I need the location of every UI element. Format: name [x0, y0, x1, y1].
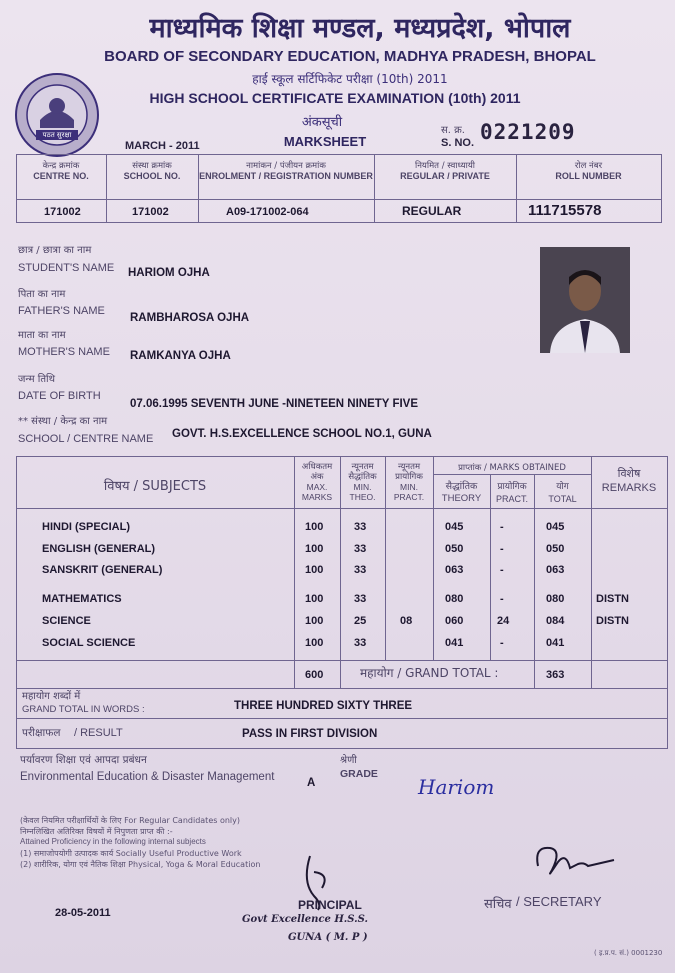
- sno-label-hindi: स. क्र.: [441, 125, 465, 136]
- board-logo: [14, 72, 100, 158]
- max-marks-header: अधिकतम अंक MAX. MARKS: [301, 462, 333, 502]
- grand-max-marks: 600: [305, 669, 324, 681]
- student-name: HARIOM OJHA: [128, 267, 210, 279]
- secretary-signature: [528, 836, 618, 886]
- total-marks: 041: [546, 637, 565, 649]
- min-pract: 08: [400, 615, 413, 627]
- min-theo: 33: [354, 543, 367, 555]
- min-theo: 25: [354, 615, 367, 627]
- note-line: निम्नलिखित अतिरिक्त विषयों में निपुणता प्राप्त की :-: [20, 827, 173, 836]
- father-name: RAMBHAROSA OJHA: [130, 312, 250, 324]
- exam-title-hindi: हाई स्कूल सर्टिफिकेट परीक्षा (10th) 2011: [252, 72, 448, 86]
- min-theo: 33: [354, 637, 367, 649]
- max-marks: 100: [305, 615, 324, 627]
- regular-private-value: REGULAR: [402, 204, 462, 218]
- subject-name: SCIENCE: [42, 615, 91, 627]
- exam-title-english: HIGH SCHOOL CERTIFICATE EXAMINATION (10th) 2011: [149, 90, 521, 106]
- mother-name-label: MOTHER'S NAME: [18, 346, 110, 358]
- student-signature: Hariom: [418, 775, 495, 799]
- pract-header: प्रायोगिक PRACT.: [495, 482, 528, 504]
- centre-no-value: 171002: [44, 206, 81, 218]
- subject-name: HINDI (SPECIAL): [42, 521, 130, 533]
- sno-value: 0221209: [480, 120, 576, 144]
- student-name-label: STUDENT'S NAME: [18, 262, 115, 274]
- env-label: Environmental Education & Disaster Management: [20, 771, 275, 783]
- principal-school: Govt Excellence H.S.S.: [242, 914, 368, 925]
- subject-name: MATHEMATICS: [42, 593, 122, 605]
- pract-marks: -: [500, 521, 504, 533]
- max-marks: 100: [305, 593, 324, 605]
- note-line: (1) समाजोपयोगी उत्पादक कार्य Socially Useful Productive Work: [20, 849, 242, 858]
- father-name-label-hindi: पिता का नाम: [18, 289, 66, 300]
- subject-name: SOCIAL SCIENCE: [42, 637, 136, 649]
- dob-label-hindi: जन्म तिथि: [18, 374, 56, 385]
- grand-total-words-label: GRAND TOTAL IN WORDS :: [22, 704, 145, 715]
- session: MARCH - 2011: [125, 140, 200, 152]
- student-name-label-hindi: छात्र / छात्रा का नाम: [18, 245, 92, 256]
- theory-marks: 050: [445, 543, 464, 555]
- centre-no-header: केन्द्र क्रमांक CENTRE NO.: [33, 161, 89, 181]
- date-of-birth: 07.06.1995 SEVENTH JUNE -NINETEEN NINETY FIVE: [130, 398, 419, 410]
- grade-label-hindi: श्रेणी: [340, 755, 357, 766]
- school-no-header: संस्था क्रमांक SCHOOL NO.: [123, 161, 181, 181]
- board-title-hindi: माध्यमिक शिक्षा मण्डल, मध्यप्रदेश, भोपाल: [149, 13, 571, 44]
- roll-number-header: रोल नंबर ROLL NUMBER: [555, 161, 622, 181]
- total-marks: 063: [546, 564, 565, 576]
- theory-marks: 045: [445, 521, 464, 533]
- min-theo: 33: [354, 521, 367, 533]
- note-line: (केवल नियमित परीक्षार्थियों के लिए For Regular Candidates only): [20, 816, 240, 825]
- enrolment-header: नामांकन / पंजीयन क्रमांक ENROLMENT / REGISTRATION NUMBER: [199, 161, 373, 181]
- min-theo: 33: [354, 593, 367, 605]
- remarks: DISTN: [596, 593, 629, 605]
- father-name-label: FATHER'S NAME: [18, 305, 105, 317]
- pract-marks: 24: [497, 615, 510, 627]
- issue-date: 28-05-2011: [55, 907, 111, 919]
- pract-marks: -: [500, 564, 504, 576]
- grand-total-label: महायोग / GRAND TOTAL :: [360, 666, 499, 680]
- dob-label: DATE OF BIRTH: [18, 390, 101, 402]
- total-marks: 045: [546, 521, 565, 533]
- min-pract-header: न्यूनतम प्रायोगिक MIN. PRACT.: [393, 462, 425, 502]
- sno-label: S. NO.: [441, 137, 475, 149]
- pract-marks: -: [500, 543, 504, 555]
- total-marks: 084: [546, 615, 565, 627]
- env-label-hindi: पर्यावरण शिक्षा एवं आपदा प्रबंधन: [20, 754, 147, 766]
- subject-name: ENGLISH (GENERAL): [42, 543, 156, 555]
- mother-name-label-hindi: माता का नाम: [18, 330, 66, 341]
- grand-total-words-label-hindi: महायोग शब्दों में: [22, 691, 81, 702]
- mother-name: RAMKANYA OJHA: [130, 350, 231, 362]
- max-marks: 100: [305, 543, 324, 555]
- min-theo-header: न्यूनतम सैद्धांतिक MIN. THEO.: [348, 462, 377, 502]
- remarks-header: विशेष REMARKS: [601, 467, 657, 494]
- subject-name: SANSKRIT (GENERAL): [42, 564, 163, 576]
- school-name-label: SCHOOL / CENTRE NAME: [18, 433, 154, 445]
- theory-header: सैद्धांतिक THEORY: [441, 481, 482, 504]
- marksheet-title-hindi: अंकसूची: [301, 115, 343, 130]
- school-no-value: 171002: [132, 206, 169, 218]
- subjects-header: विषय / SUBJECTS: [103, 479, 207, 494]
- note-line: (2) शारीरिक, योगा एवं नैतिक शिक्षा Physical, Yoga & Moral Education: [20, 860, 261, 869]
- student-photo: [540, 247, 630, 353]
- document-code: ( इ.प्र.प. सं.) 0001230: [594, 949, 663, 957]
- total-marks: 050: [546, 543, 565, 555]
- school-name-label-hindi: ** संस्था / केन्द्र का नाम: [18, 416, 108, 427]
- principal-title: PRINCIPAL: [298, 898, 362, 912]
- max-marks: 100: [305, 521, 324, 533]
- principal-place: GUNA ( M. P ): [288, 932, 368, 943]
- grand-total-words: THREE HUNDRED SIXTY THREE: [234, 700, 413, 712]
- total-header: योग TOTAL: [548, 482, 577, 504]
- total-marks: 080: [546, 593, 565, 605]
- theory-marks: 060: [445, 615, 464, 627]
- enrolment-value: A09-171002-064: [226, 206, 309, 218]
- regular-private-header: नियमित / स्वाध्यायी REGULAR / PRIVATE: [400, 161, 490, 181]
- remarks: DISTN: [596, 615, 629, 627]
- secretary-title-hindi: सचिव: [484, 897, 512, 912]
- grade-label: GRADE: [340, 768, 378, 780]
- school-name: GOVT. H.S.EXCELLENCE SCHOOL NO.1, GUNA: [172, 428, 432, 440]
- max-marks: 100: [305, 564, 324, 576]
- result-value: PASS IN FIRST DIVISION: [242, 728, 378, 740]
- board-title-english: BOARD OF SECONDARY EDUCATION, MADHYA PRADESH, BHOPAL: [104, 48, 596, 65]
- theory-marks: 080: [445, 593, 464, 605]
- marksheet-title: MARKSHEET: [283, 134, 367, 149]
- secretary-title: / SECRETARY: [516, 894, 602, 909]
- roll-number-value: 111715578: [528, 202, 602, 219]
- note-line: Attained Proficiency in the following internal subjects: [20, 837, 206, 846]
- min-theo: 33: [354, 564, 367, 576]
- logo-text: पठत सुरक्षा: [42, 131, 72, 139]
- grand-total: 363: [546, 669, 565, 681]
- pract-marks: -: [500, 593, 504, 605]
- env-grade: A: [307, 777, 316, 789]
- theory-marks: 041: [445, 637, 464, 649]
- result-label: / RESULT: [74, 727, 123, 739]
- max-marks: 100: [305, 637, 324, 649]
- pract-marks: -: [500, 637, 504, 649]
- result-label-hindi: परीक्षाफल: [22, 727, 61, 739]
- theory-marks: 063: [445, 564, 464, 576]
- marks-obtained-header: प्राप्तांक / MARKS OBTAINED: [458, 463, 566, 473]
